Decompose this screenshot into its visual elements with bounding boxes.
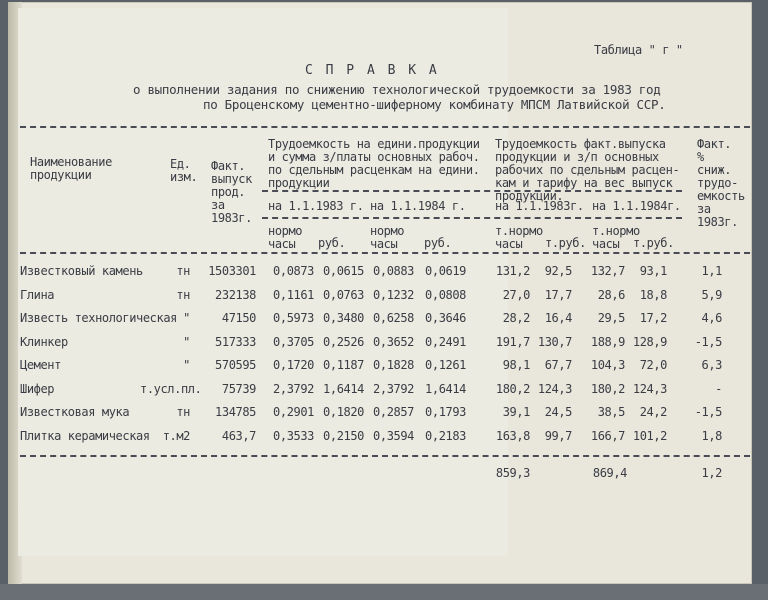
cell-rub83: 0,1187 <box>323 358 364 372</box>
cell-frub83: 99,7 <box>544 428 572 443</box>
cell-frub83: 92,5 <box>544 264 572 278</box>
header-norm-hours-1984: нормо часы <box>370 224 405 251</box>
cell-nh83: 0,1161 <box>273 287 314 302</box>
header-fact-group: Трудоемкость факт.выпуска продукции и з/п основных рабочих по сдельным расцен- кам и тарифу на вес выпуск продукции. <box>495 137 680 203</box>
cell-output: 463,7 <box>221 428 256 443</box>
cell-output: 1503301 <box>208 264 256 278</box>
cell-nh83: 2,3792 <box>273 381 314 396</box>
cell-nh84: 2,3792 <box>373 381 414 396</box>
cell-rub84: 0,0619 <box>425 264 466 278</box>
header-t-rub-1983: т.руб. <box>545 236 586 250</box>
cell-nh83: 0,3533 <box>273 428 314 443</box>
cell-rub84: 0,3646 <box>425 311 466 325</box>
table-rule-top <box>20 126 750 128</box>
cell-pct: 1,8 <box>701 428 722 443</box>
cell-rub84: 0,2491 <box>425 334 466 349</box>
cell-name: Клинкер <box>20 334 68 349</box>
cell-output: 134785 <box>215 405 256 419</box>
cell-fnh84: 132,7 <box>590 264 625 278</box>
cell-rub83: 0,0763 <box>323 287 364 302</box>
cell-rub84: 0,1261 <box>425 358 466 372</box>
cell-pct: 6,3 <box>701 358 722 372</box>
cell-nh83: 0,2901 <box>273 405 314 419</box>
cell-fnh83: 180,2 <box>495 381 530 396</box>
cell-fnh84: 188,9 <box>590 334 625 349</box>
cell-unit: т.усл.пл. <box>140 381 202 396</box>
cell-output: 47150 <box>221 311 256 325</box>
cell-frub83: 24,5 <box>544 405 572 419</box>
cell-frub84: 18,8 <box>639 287 667 302</box>
header-fact-date-1983: на 1.1.1983г. <box>495 199 584 213</box>
cell-frub83: 67,7 <box>544 358 572 372</box>
header-unit: Ед. изм. <box>170 157 198 184</box>
cell-nh84: 0,3594 <box>373 428 414 443</box>
cell-unit: тн <box>176 405 190 419</box>
header-date-1984: на 1.1.1984 г. <box>370 199 466 213</box>
cell-pct: - <box>715 381 722 396</box>
cell-pct: 1,1 <box>701 264 722 278</box>
cell-rub84: 0,2183 <box>425 428 466 443</box>
cell-unit: тн <box>176 264 190 278</box>
cell-name: Известковая мука <box>20 405 130 419</box>
cell-nh84: 0,1232 <box>373 287 414 302</box>
cell-fnh83: 28,2 <box>502 311 530 325</box>
cell-name: Известковый камень <box>20 264 143 278</box>
cell-nh83: 0,0873 <box>273 264 314 278</box>
table-rule-header-bottom <box>20 252 750 254</box>
cell-fnh83: 39,1 <box>502 405 530 419</box>
cell-nh84: 0,6258 <box>373 311 414 325</box>
cell-frub83: 124,3 <box>537 381 572 396</box>
cell-frub84: 17,2 <box>639 311 667 325</box>
cell-fnh83: 191,7 <box>495 334 530 349</box>
document-title: С П Р А В К А <box>305 63 440 78</box>
total-fact-norm-hours-1984: 869,4 <box>592 466 627 480</box>
cell-fnh83: 98,1 <box>502 358 530 372</box>
cell-unit: " <box>183 358 190 372</box>
cell-output: 570595 <box>215 358 256 372</box>
cell-rub83: 0,2150 <box>323 428 364 443</box>
cell-fnh83: 163,8 <box>495 428 530 443</box>
cell-rub84: 1,6414 <box>425 381 466 396</box>
header-rub-1984: руб. <box>424 236 452 250</box>
cell-name: Плитка керамическая <box>20 428 150 443</box>
header-t-norm-hours-1983: т.нормо часы <box>495 224 543 251</box>
cell-pct: 4,6 <box>701 311 722 325</box>
cell-pct: -1,5 <box>694 334 722 349</box>
cell-fnh84: 38,5 <box>597 405 625 419</box>
document-subtitle-line2: по Броценскому цементно-шиферному комбинату МПСМ Латвийской ССР. <box>203 97 666 112</box>
cell-pct: 5,9 <box>701 287 722 302</box>
total-fact-norm-hours-1983: 859,3 <box>495 466 530 480</box>
cell-rub83: 0,2526 <box>323 334 364 349</box>
cell-frub83: 16,4 <box>544 311 572 325</box>
cell-pct: -1,5 <box>694 405 722 419</box>
cell-fnh83: 27,0 <box>502 287 530 302</box>
cell-frub83: 130,7 <box>537 334 572 349</box>
cell-rub84: 0,0808 <box>425 287 466 302</box>
cell-frub84: 101,2 <box>632 428 667 443</box>
header-output: Факт. выпуск прод. за 1983г. <box>211 159 252 225</box>
cell-rub83: 0,3480 <box>323 311 364 325</box>
cell-unit: тн <box>176 287 190 302</box>
cell-name: Цемент <box>20 358 61 372</box>
total-reduction-pct: 1,2 <box>701 466 722 480</box>
table-rule-body-bottom <box>20 455 750 457</box>
cell-frub84: 93,1 <box>639 264 667 278</box>
header-t-rub-1984: т.руб. <box>633 236 674 250</box>
cell-frub84: 24,2 <box>639 405 667 419</box>
cell-fnh84: 180,2 <box>590 381 625 396</box>
viewer-bottom-bar <box>0 584 768 600</box>
cell-nh84: 0,3652 <box>373 334 414 349</box>
cell-unit: т.м2 <box>162 428 190 443</box>
cell-rub84: 0,1793 <box>425 405 466 419</box>
header-rub-1983: руб. <box>318 236 346 250</box>
cell-name: Известь технологическая <box>20 311 177 325</box>
cell-output: 232138 <box>215 287 256 302</box>
cell-fnh84: 104,3 <box>590 358 625 372</box>
cell-output: 75739 <box>221 381 256 396</box>
cell-unit: " <box>183 311 190 325</box>
cell-frub84: 124,3 <box>632 381 667 396</box>
cell-nh84: 0,2857 <box>373 405 414 419</box>
table-label: Таблица " г " <box>594 43 683 57</box>
header-labor-group: Трудоемкость на едини.продукции и сумма з/платы основных рабоч. по сдельным расценкам на едини. продукции <box>268 137 480 190</box>
cell-fnh84: 166,7 <box>590 428 625 443</box>
header-date-1983: на 1.1.1983 г. <box>268 199 364 213</box>
table-rule-header-low <box>262 217 682 219</box>
cell-rub83: 1,6414 <box>323 381 364 396</box>
cell-fnh84: 29,5 <box>597 311 625 325</box>
cell-name: Шифер <box>20 381 55 396</box>
cell-rub83: 0,1820 <box>323 405 364 419</box>
cell-output: 517333 <box>215 334 256 349</box>
header-fact-date-1984: на 1.1.1984г. <box>592 199 681 213</box>
header-reduction-pct: Факт. % сниж. трудо- емкость за 1983г. <box>697 137 745 229</box>
cell-nh83: 0,1720 <box>273 358 314 372</box>
cell-nh84: 0,0883 <box>373 264 414 278</box>
cell-name: Глина <box>20 287 55 302</box>
document-subtitle-line1: о выполнении задания по снижению технологической трудоемкости за 1983 год <box>133 82 661 97</box>
cell-frub84: 72,0 <box>639 358 667 372</box>
cell-frub84: 128,9 <box>632 334 667 349</box>
header-name: Наименование продукции <box>30 155 112 182</box>
cell-fnh83: 131,2 <box>495 264 530 278</box>
cell-frub83: 17,7 <box>544 287 572 302</box>
cell-nh84: 0,1828 <box>373 358 414 372</box>
cell-rub83: 0,0615 <box>323 264 364 278</box>
cell-nh83: 0,5973 <box>273 311 314 325</box>
header-norm-hours-1983: нормо часы <box>268 224 303 251</box>
header-t-norm-hours-1984: т.нормо часы <box>592 224 640 251</box>
cell-unit: " <box>183 334 190 349</box>
cell-fnh84: 28,6 <box>597 287 625 302</box>
cell-nh83: 0,3705 <box>273 334 314 349</box>
